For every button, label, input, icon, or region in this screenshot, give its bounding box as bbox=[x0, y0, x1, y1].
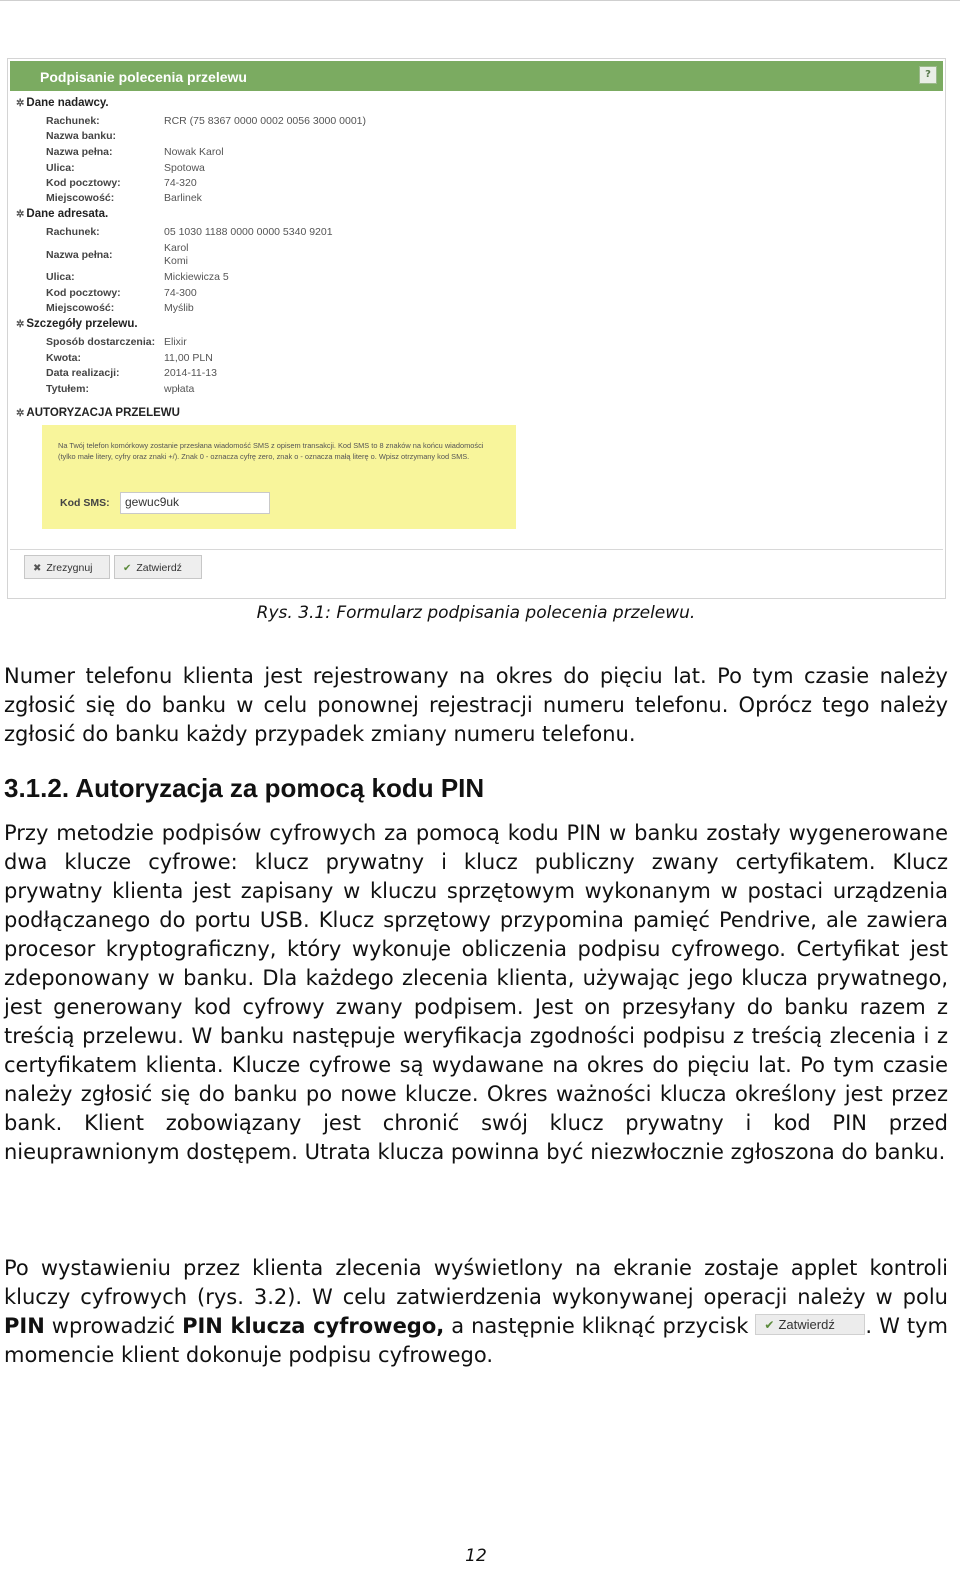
sms-code-input[interactable]: gewuc9uk bbox=[120, 492, 270, 514]
figure-caption: Rys. 3.1: Formularz podpisania polecenia przelewu. bbox=[256, 603, 696, 623]
gear-icon: ✲ bbox=[16, 98, 25, 109]
cancel-button[interactable]: ✖ Zrezygnuj bbox=[24, 555, 110, 579]
auth-section-header[interactable]: ✲ AUTORYZACJA PRZELEWU bbox=[16, 407, 180, 419]
check-icon: ✔ bbox=[123, 563, 132, 574]
details-section-header[interactable]: ✲ Szczegóły przelewu. bbox=[16, 318, 138, 330]
page-number: 12 bbox=[465, 1546, 487, 1566]
sender-section-header[interactable]: ✲ Dane nadawcy. bbox=[16, 97, 109, 109]
gear-icon: ✲ bbox=[16, 408, 25, 419]
sms-info-text: Na Twój telefon komórkowy zostanie przesłana wiadomość SMS z opisem transakcji. Kod SMS to 8 znaków na końcu wiadomości (tylko małe litery, cyfry oraz znaki +/). Znak 0 - oznacza cyfrę zero, znak o - oznacza małą literę o. Wpisz otrzymany kod SMS. bbox=[58, 441, 484, 461]
recipient-section-header[interactable]: ✲ Dane adresata. bbox=[16, 208, 109, 220]
inline-confirm-button: ✔ Zatwierdź bbox=[755, 1314, 865, 1335]
paragraph-phone-registration: Numer telefonu klienta jest rejestrowany na okres do pięciu lat. Po tym czasie należy zgłosić się do banku w celu ponownej rejestracji numeru telefonu. Oprócz tego należy zgłosić do banku każdy przypadek zmiany numeru telefonu. bbox=[4, 664, 948, 746]
gear-icon: ✲ bbox=[16, 209, 25, 220]
panel-divider bbox=[10, 549, 943, 550]
panel-header bbox=[10, 61, 943, 91]
sms-authorization-box bbox=[42, 425, 516, 529]
top-rule bbox=[0, 0, 960, 1]
gear-icon: ✲ bbox=[16, 319, 25, 330]
paragraph-pin-signature: Przy metodzie podpisów cyfrowych za pomocą kodu PIN w banku zostały wygenerowane dwa klucze cyfrowe: klucz prywatny i klucz publiczny zwany certyfikatem. Klucz prywatny klienta jest zapisany w kluczu sprzętowym wykonanym w postaci urządzenia podłączanego do portu USB. Klucz sprzętowy przypomina pamięć Pendrive, ale zawiera procesor kryptograficzny, który wykonuje obliczenia podpisu cyfrowego. Certyfikat jest zdeponowany w banku. Dla każdego zlecenia klienta, używając jego klucza prywatnego, jest generowany kod cyfrowy zwany podpisem. Jest on przesyłany do banku razem z treścią przelewu. W banku następuje weryfikacja zgodności podpisu z treścią zlecenia i z certyfikatem klienta. Klucze cyfrowe są wydawane na okres do pięciu lat. Po tym czasie należy zgłosić się do banku po nowe klucze. Okres ważności klucza określony jest przez bank. Klient zobowiązany jest chronić swój klucz prywatny i kod PIN przed nieuprawnionym dostępem. Utrata klucza powinna być niezwłocznie zgłoszona do banku. bbox=[4, 821, 948, 1164]
paragraph-applet: Po wystawieniu przez klienta zlecenia wyświetlony na ekranie zostaje applet kontroli kluczy cyfrowych (rys. 3.2). W celu zatwierdzenia wykonywanej operacji należy w polu PIN wprowadzić PIN klucza cyfrowego, a następnie kliknąć przycisk ✔ Zatwierdź . W tym momencie klient dokonuje podpisu cyfrowego. bbox=[4, 1256, 948, 1367]
close-icon: ✖ bbox=[33, 563, 42, 574]
check-icon: ✔ bbox=[764, 1318, 775, 1332]
transfer-sign-panel: Podpisanie polecenia przelewu ? ✲ Dane nadawcy. Rachunek: RCR (75 8367 0000 0002 0056 3000 0001) Nazwa banku: Nazwa pełna: Nowak Karol Ulica: Spotowa Kod pocztowy: 74-320 Miejscowość: Barlinek ✲ Dane adresata. Rachunek: 05 1030 1188 0000 0000 5340 9201 Nazwa pełna: Karol Komi Ulica: Mickiewicza 5 Kod pocztowy: 74-300 Miejscowość: Myślib ✲ Szczegóły przelewu. Sposób dostarczenia: Elixir Kwota: 11,00 PLN Data realizacji: 2014-11-13 Tytułem: wpłata ✲ AUTORYZACJA PRZELEWU Na Twój telefon komórkowy zostanie przesłana wiadomość SMS z opisem transakcji. Kod SMS to 8 znaków na końcu wiadomości (tylko małe litery, cyfry oraz znaki +/). Znak 0 - oznacza cyfrę zero, znak o - oznacza małą literę o. Wpisz otrzymany kod SMS. Kod SMS: gewuc9uk ✖ Zrezygnuj ✔ Zatwierdź bbox=[7, 58, 946, 599]
help-button[interactable]: ? bbox=[919, 66, 937, 84]
confirm-button[interactable]: ✔ Zatwierdź bbox=[114, 555, 202, 579]
sms-code-label: Kod SMS: bbox=[60, 497, 110, 509]
panel-title: Podpisanie polecenia przelewu bbox=[40, 69, 247, 85]
section-heading: 3.1.2. Autoryzacja za pomocą kodu PIN bbox=[4, 773, 485, 803]
